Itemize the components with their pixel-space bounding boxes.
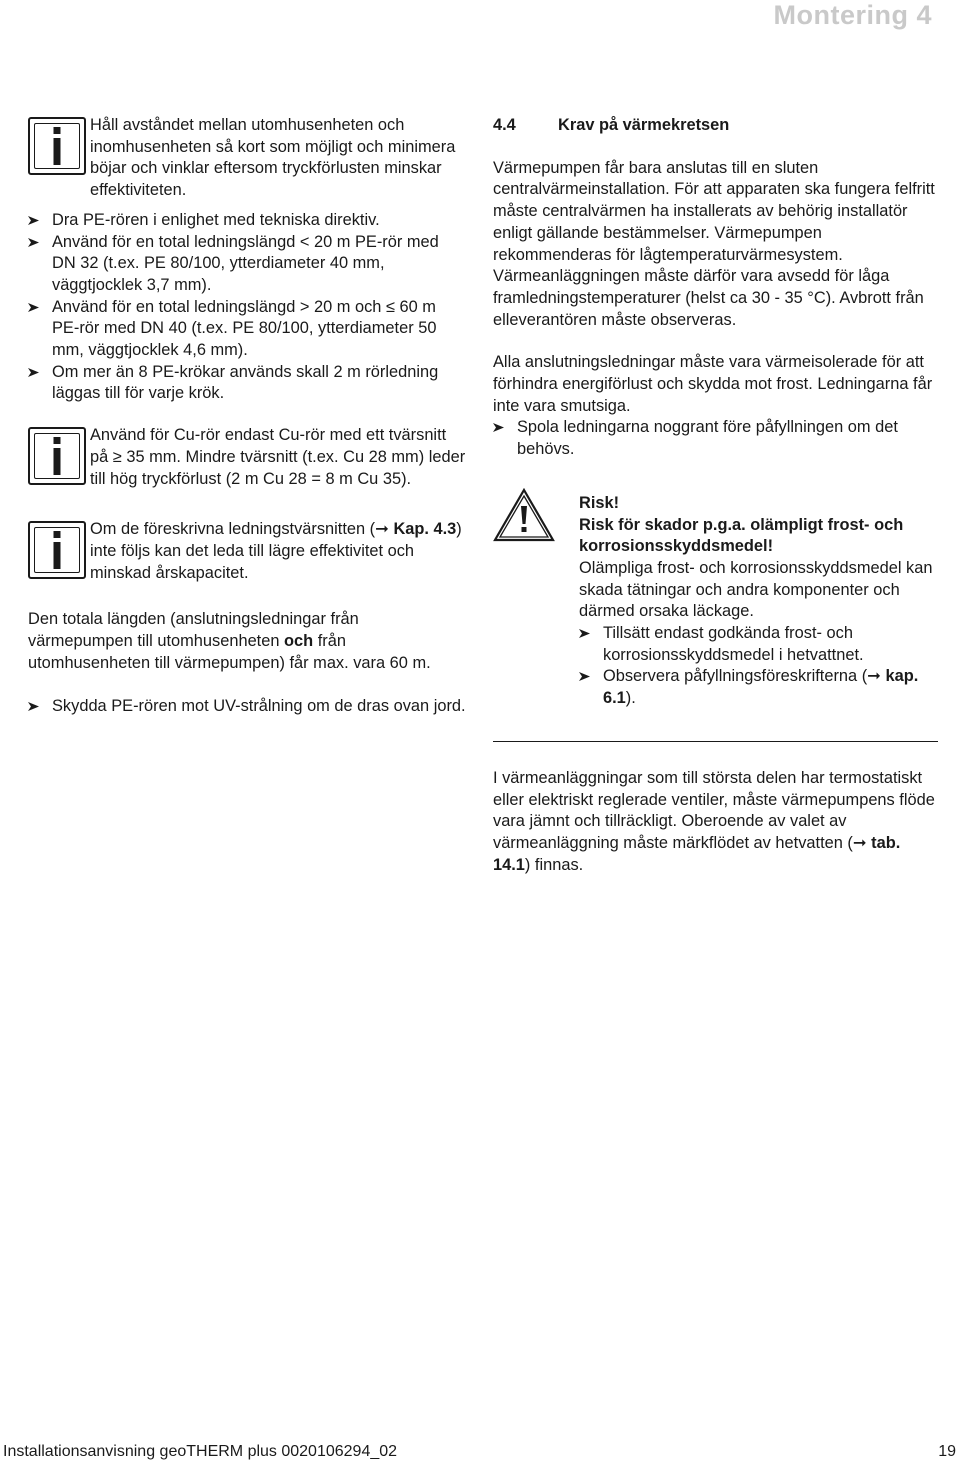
page-number: 19	[938, 1443, 956, 1460]
chapter-reference-link[interactable]: Kap. 4.3	[393, 520, 457, 539]
right-column	[493, 115, 938, 710]
flush-bullet	[493, 417, 938, 460]
warning-triangle-icon	[493, 488, 555, 542]
warning-title: Risk!	[579, 493, 620, 512]
pe-pipe-bullet-list	[28, 210, 466, 405]
chapter-reference-link[interactable]: kap. 6.1	[603, 667, 919, 708]
list-item: Dra PE-rören i enlighet med tekniska direktiv.	[28, 210, 466, 232]
warning-bullet-list	[579, 623, 938, 710]
bullet-arrow-icon	[28, 216, 39, 225]
bullet-arrow-icon	[579, 672, 590, 681]
section-title: Krav på värmekretsen	[558, 116, 730, 134]
info-note-2	[28, 425, 466, 499]
heating-circuit-paragraph: Värmepumpen får bara anslutas till en sluten centralvärmeinstallation. För att apparaten ska fungera felfritt måste centralvärmen ha installerats av behörig installatör enligt gällande bestämmelser. Värmepumpen rekommenderas för lågtemperaturvärmesystem. Värmeanläggningen måste därför vara avsedd för låga framledningstemperaturer (helst ca 30 - 35 °C). Avbrott från elleverantören måste observeras.	[493, 158, 935, 329]
list-item: Skydda PE-rören mot UV-strålning om de dras ovan jord.	[28, 696, 466, 718]
page-header-title: Montering 4	[773, 0, 932, 30]
bullet-arrow-icon	[579, 629, 590, 638]
info-icon	[28, 117, 86, 175]
section-number: 4.4	[493, 116, 516, 134]
flow-paragraph-block	[493, 768, 938, 877]
info-icon	[28, 427, 86, 485]
total-length-paragraph: Den totala längden (anslutningsledningar från värmepumpen till utomhusenheten och från utomhusenheten till värmepumpen) får max. vara 60 m.	[28, 610, 431, 672]
list-item: Använd för en total ledningslängd > 20 m och ≤ 60 m PE-rör med DN 40 (t.ex. PE 80/100, ytterdiameter 50 mm, väggtjocklek 4,6 mm).	[28, 297, 466, 362]
bullet-arrow-icon	[28, 368, 39, 377]
list-item: Om mer än 8 PE-krökar används skall 2 m rörledning läggas till för varje krök.	[28, 362, 466, 405]
section-heading	[493, 115, 938, 137]
warning-text: Olämpliga frost- och korrosionsskyddsmedel kan skada tätningar och andra komponenter och därmed orsaka läckage.	[579, 558, 933, 621]
section-divider	[493, 741, 938, 742]
list-item: Tillsätt endast godkända frost- och korrosionsskyddsmedel i hetvattnet.	[579, 623, 938, 666]
info-note-2-text: Använd för Cu-rör endast Cu-rör med ett tvärsnitt på ≥ 35 mm. Mindre tvärsnitt (t.ex. Cu 28 mm) leder till hög tryckförlust (2 m Cu 28 = 8 m Cu 35).	[90, 426, 466, 488]
uv-protection-bullet	[28, 696, 466, 718]
bullet-arrow-icon	[28, 238, 39, 247]
info-icon	[28, 521, 86, 579]
info-note-3	[28, 519, 466, 593]
insulation-paragraph: Alla anslutningsledningar måste vara värmeisolerade för att förhindra energiförlust och skydda mot frost. Ledningarna får inte vara smutsiga.	[493, 353, 933, 415]
list-item: Använd för en total ledningslängd < 20 m PE-rör med DN 32 (t.ex. PE 80/100, ytterdiameter 40 mm, väggtjocklek 3,7 mm).	[28, 232, 466, 297]
list-item: Spola ledningarna noggrant före påfyllningen om det behövs.	[493, 417, 938, 460]
table-reference-link[interactable]: tab. 14.1	[493, 834, 901, 874]
footer-document-title: Installationsanvisning geoTHERM plus 0020106294_02	[3, 1443, 398, 1460]
info-note-3-text: Om de föreskrivna ledningstvärsnitten (➞ Kap. 4.3) inte följs kan det leda till lägre effektivitet och minskad årskapacitet.	[90, 520, 462, 582]
bullet-arrow-icon	[28, 702, 39, 711]
left-column	[28, 115, 466, 718]
info-note-1	[28, 115, 466, 202]
info-note-1-text: Håll avståndet mellan utomhusenheten och inomhusenheten så kort som möjligt och minimera böjar och vinklar eftersom tryckförlusten minskar effektiviteten.	[90, 116, 456, 200]
risk-warning-block	[493, 493, 938, 710]
bullet-arrow-icon	[28, 303, 39, 312]
list-item: Observera påfyllningsföreskrifterna (➞ kap. 6.1).	[579, 666, 938, 709]
bullet-arrow-icon	[493, 423, 504, 432]
flow-paragraph: I värmeanläggningar som till största delen har termostatiskt eller elektriskt reglerade ventiler, måste värmepumpens flöde vara jämnt och tillräckligt. Oberoende av valet av värmeanläggning måste märkflödet av hetvatten (➞ tab. 14.1) finnas.	[493, 769, 935, 874]
warning-subtitle: Risk för skador p.g.a. olämpligt frost- och korrosionsskyddsmedel!	[579, 515, 904, 556]
